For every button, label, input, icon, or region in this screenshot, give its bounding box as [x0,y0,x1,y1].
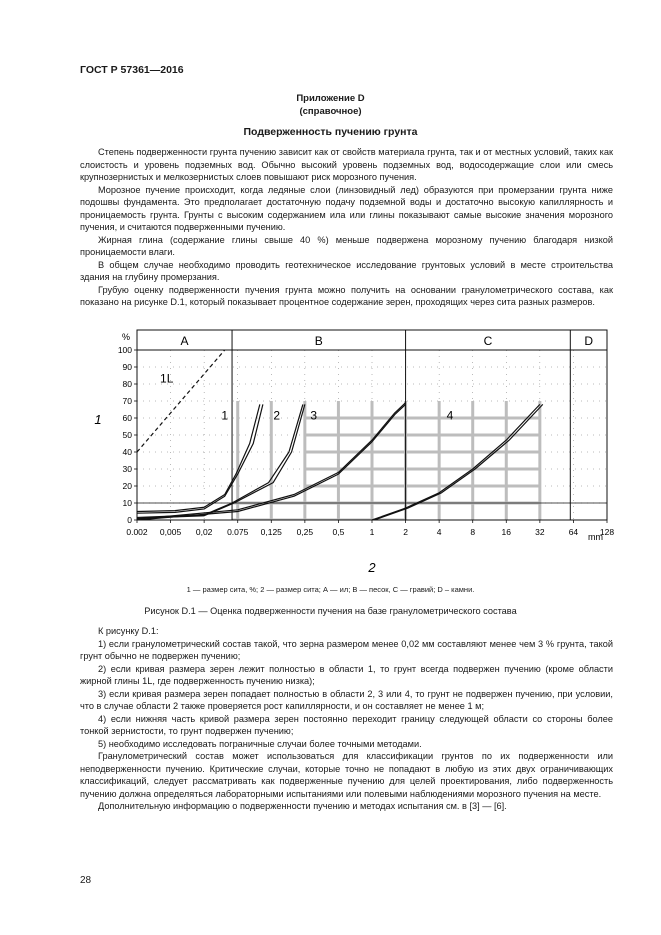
y-tick-label: 10 [122,498,132,508]
series-line [137,404,260,511]
y-tick-label: 30 [122,464,132,474]
x-tick-label: 0,5 [332,527,345,537]
figure-caption: Рисунок D.1 — Оценка подверженности пучения на базе гранулометрического состава [144,606,517,616]
note-item: 1) если гранулометрический состав такой, что зерна размером менее 0,02 мм составляют менее чем 3 % грунта, такой грунт обычно не подвержен пучению; [80,638,613,661]
zone-label: B [314,334,323,348]
note-item: 5) необходимо исследовать пограничные случаи более точными методами. [98,738,422,749]
appendix-type: (справочное) [299,106,362,117]
zone-label: C [483,334,493,348]
closing-paragraph: Дополнительную информацию о подверженности пучению и методах испытания см. в [3] — [6]. [98,801,507,811]
area-label: 2 [273,408,281,423]
y-tick-label: 20 [122,481,132,491]
y-tick-label: 50 [122,430,132,440]
intro-text [80,146,613,309]
x-tick-label: 0,005 [159,527,182,537]
section-title: Подверженность пучению грунта [243,126,418,138]
series-line [137,350,225,452]
x-tick-label: 32 [535,527,545,537]
intro-paragraph: В общем случае необходимо проводить геотехническое исследование грунтовых условий в месте строительства здания на глубину промерзания. [80,259,613,282]
grain-size-chart [80,318,620,580]
y-tick-label: 40 [122,447,132,457]
x-tick-label: 2 [403,527,408,537]
note-item: 3) если кривая размера зерен попадает полностью в области 2, 3 или 4, то грунт не подвержен пучению, при условии, что в случае области 2 также проверяется рост капиллярности, и он составляет не менее 1 м; [80,688,613,711]
closing-paragraph: Гранулометрический состав может использоваться для классификации грунтов по их подверженности или неподверженности пучению. Критические случаи, которые точно не попадают в любую из этих двух ограничивающих классификаций, следует рассматривать как подверженные пучению для целей проектирования, либо подверженность пучению должна определяться лабораторными испытаниями или полевыми наблюдениями морозного пучения на месте. [80,751,613,799]
intro-paragraph: Степень подверженности грунта пучению зависит как от свойств материала грунта, так и от местных условий, таких как слоистость и уровень подземных вод. Обычно высокий уровень подземных вод, водосодержащие слои или смесь крупнозернистых и мелкозернистых слоев повышают риск морозного пучения. [80,147,613,182]
area-label: 4 [446,408,454,423]
x-tick-label: 1 [369,527,375,537]
y-tick-label: 0 [127,515,132,525]
x-tick-label: 64 [568,527,579,537]
intro-paragraph: Грубую оценку подверженности пучения грунта можно получить на основании гранулометрического состава, как показано на рисунке D.1, который показывает процентное содержание зерен, проходящих через сита разных размеров. [80,284,613,307]
intro-paragraph: Морозное пучение происходит, когда ледяные слои (линзовидный лед) образуются при промерзании грунта ниже подошвы фундамента. Это предполагает достаточную подачу подземной воды и достаточно высокую капиллярность и проницаемость грунта. Грунты с высоким содержанием ила или глины показывают самые высокие значения морозного пучения, и считаются подверженными пучению. [80,184,613,232]
notes-heading: К рисунку D.1: [98,626,159,636]
y-tick-label: 90 [122,362,132,372]
note-item: 4) если нижняя часть кривой размера зерен постоянно переходит границу следующей области со стороны более тонкой зернистости, то грунт подвержен пучению; [80,713,613,736]
x-axis-label: 2 [368,560,376,575]
y-axis-label: 1 [94,412,102,427]
figure-key: 1 — размер сита, %; 2 — размер сита; А — ил; В — песок, С — гравий; D – камни. [186,585,475,594]
x-tick-label: 0.002 [126,527,148,537]
y-unit-label: % [121,332,130,342]
y-tick-label: 60 [122,413,132,423]
figure-notes [80,625,613,813]
note-item: 2) если кривая размера зерен лежит полностью в области 1, то грунт всегда подвержен пучению (кроме области жирной глины 1L, где подверженность пучению низка); [80,663,613,686]
area-label: 3 [310,408,318,423]
x-tick-label: 4 [436,527,442,537]
x-unit-label: mm [588,532,603,542]
x-tick-label: 0,125 [260,527,282,537]
intro-paragraph: Жирная глина (содержание глины свыше 40 %) меньше подвержена морозному пучению благодаря низкой проницаемости влаги. [80,234,613,257]
x-tick-label: 8 [470,527,476,537]
area-label: 1L [160,371,174,386]
x-tick-label: 16 [501,527,512,537]
x-tick-label: 0,02 [195,527,213,537]
area-label: 1 [221,408,229,423]
x-tick-label: 128 [599,527,615,537]
y-tick-label: 100 [117,345,132,355]
zone-label: D [584,334,593,348]
y-tick-label: 80 [122,379,132,389]
zone-label: A [180,334,189,348]
x-tick-label: 0.075 [227,527,249,537]
page-number: 28 [80,875,92,886]
standard-code: ГОСТ Р 57361—2016 [80,64,184,76]
x-tick-label: 0,25 [296,527,314,537]
y-tick-label: 70 [122,396,132,406]
appendix-title: Приложение D [296,93,365,104]
